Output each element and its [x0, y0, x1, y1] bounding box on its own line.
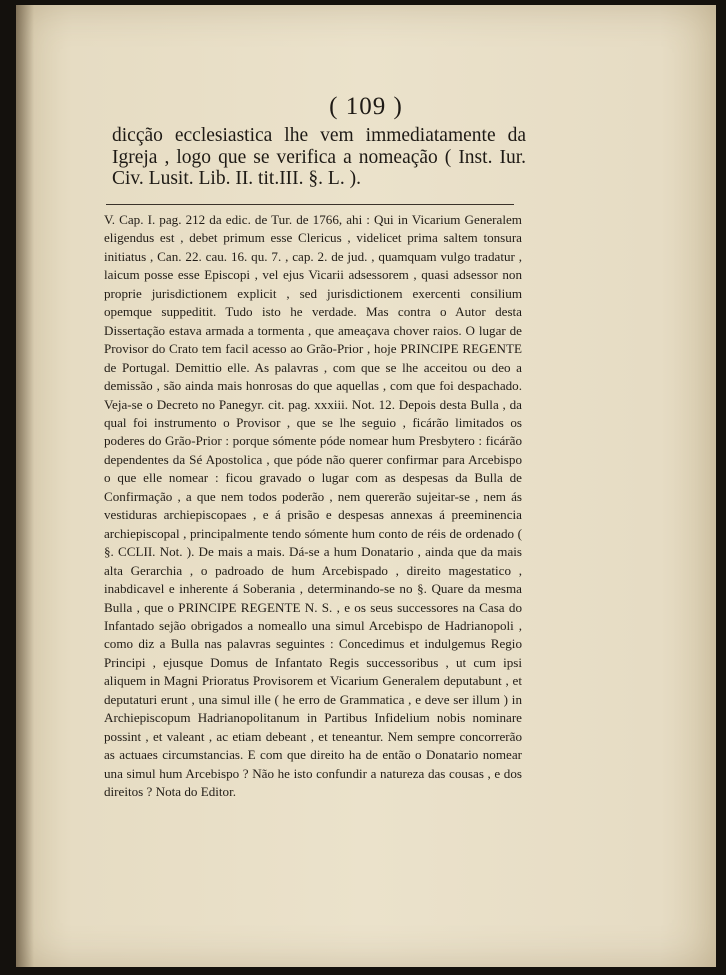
footnote — [104, 211, 522, 802]
main-text — [112, 125, 526, 190]
book-page — [16, 5, 716, 967]
footnote-paragraph: V. Cap. I. pag. 212 da edic. de Tur. de 1766, ahi : Qui in Vicarium Generalem eligendus est , debet primum esse Clericus , videlicet prima saltem tonsura initiatus , Can. 22. cau. 16. qu. 7. , cap. 2. de jud. , quamquam vulgo tradatur , laicum posse esse Episcopi , vel ejus Vicarii adsessorem , quasi adsessor non proprie jurisdictionem explicit , sed jurisdictionem exercenti consilium opemque suppeditit. Tudo isto he verdade. Mas contra o Autor desta Dissertação estava armada a tormenta , que ameaçava chover raios. O lugar de Provisor do Crato tem facil acesso ao Grão-Prior , hoje PRINCIPE REGENTE de Portugal. Demittio elle. As palavras , com que se lhe acceitou ou deo a demissão , são ainda mais honrosas do que aquellas , com que foi despachado. Veja-se o Decreto no Panegyr. cit. pag. xxxiii. Not. 12. Depois desta Bulla , da qual foi instrumento o Provisor , que se lhe seguio , ficárão limitados os poderes do Grão-Prior : porque sómente póde nomear hum Presbytero : ficárão dependentes da Sé Apostolica , que póde não querer confirmar para Arcebispo o que elle nomear : ficou gravado o lugar com as despesas da Bulla de Confirmação , a que nem todos poderão , nem quererão sujeitar-se , nem ás vestiduras archiepiscopaes , e á prisão e despesas annexas á preeminencia archiepiscopal , principalmente tendo sómente hum conto de réis de ordenado ( §. CCLII. Not. ). De mais a mais. Dá-se a hum Donatario , ainda que da mais alta Gerarchia , o padroado de hum Arcebispado , direito magestatico , inabdicavel e inherente á Soberania , determinando-se no §. Quare da mesma Bulla , que o PRINCIPE REGENTE N. S. , e os seus successores na Casa do Infantado sejão obrigados a nomeallo una simul Arcebispo de Hadrianopoli , como diz a Bulla nas palavras seguintes : Concedimus et indulgemus Regio Principi , ejusque Domus de Infantato Regis successoribus , ut cum ipsi aliquem in Magni Prioratus Provisorem et Vicarium Generalem deputabunt , et deputaturi erunt , una simul ille ( he erro de Grammatica , e deve ser illum ) in Archiepiscopum Hadrianopolitanum in Partibus Infidelium nobis nominare possint , et valeant , ac etiam debeant , et teneantur. Nem sempre concorrerão as actuaes circumstancias. E com que direito ha de então o Donatario nomear una simul hum Arcebispo ? Não he isto confundir a natureza das cousas , e dos direitos ? Nota do Editor. — [104, 212, 522, 800]
page-number-header: ( 109 ) — [329, 93, 403, 120]
binding-shadow — [16, 5, 34, 967]
footnote-rule — [106, 204, 514, 205]
main-paragraph: dicção ecclesiastica lhe vem immediatamente da Igreja , logo que se verifica a nomeação ( Inst. Iur. Civ. Lusit. Lib. II. tit.III. §. L. ). — [112, 125, 526, 189]
